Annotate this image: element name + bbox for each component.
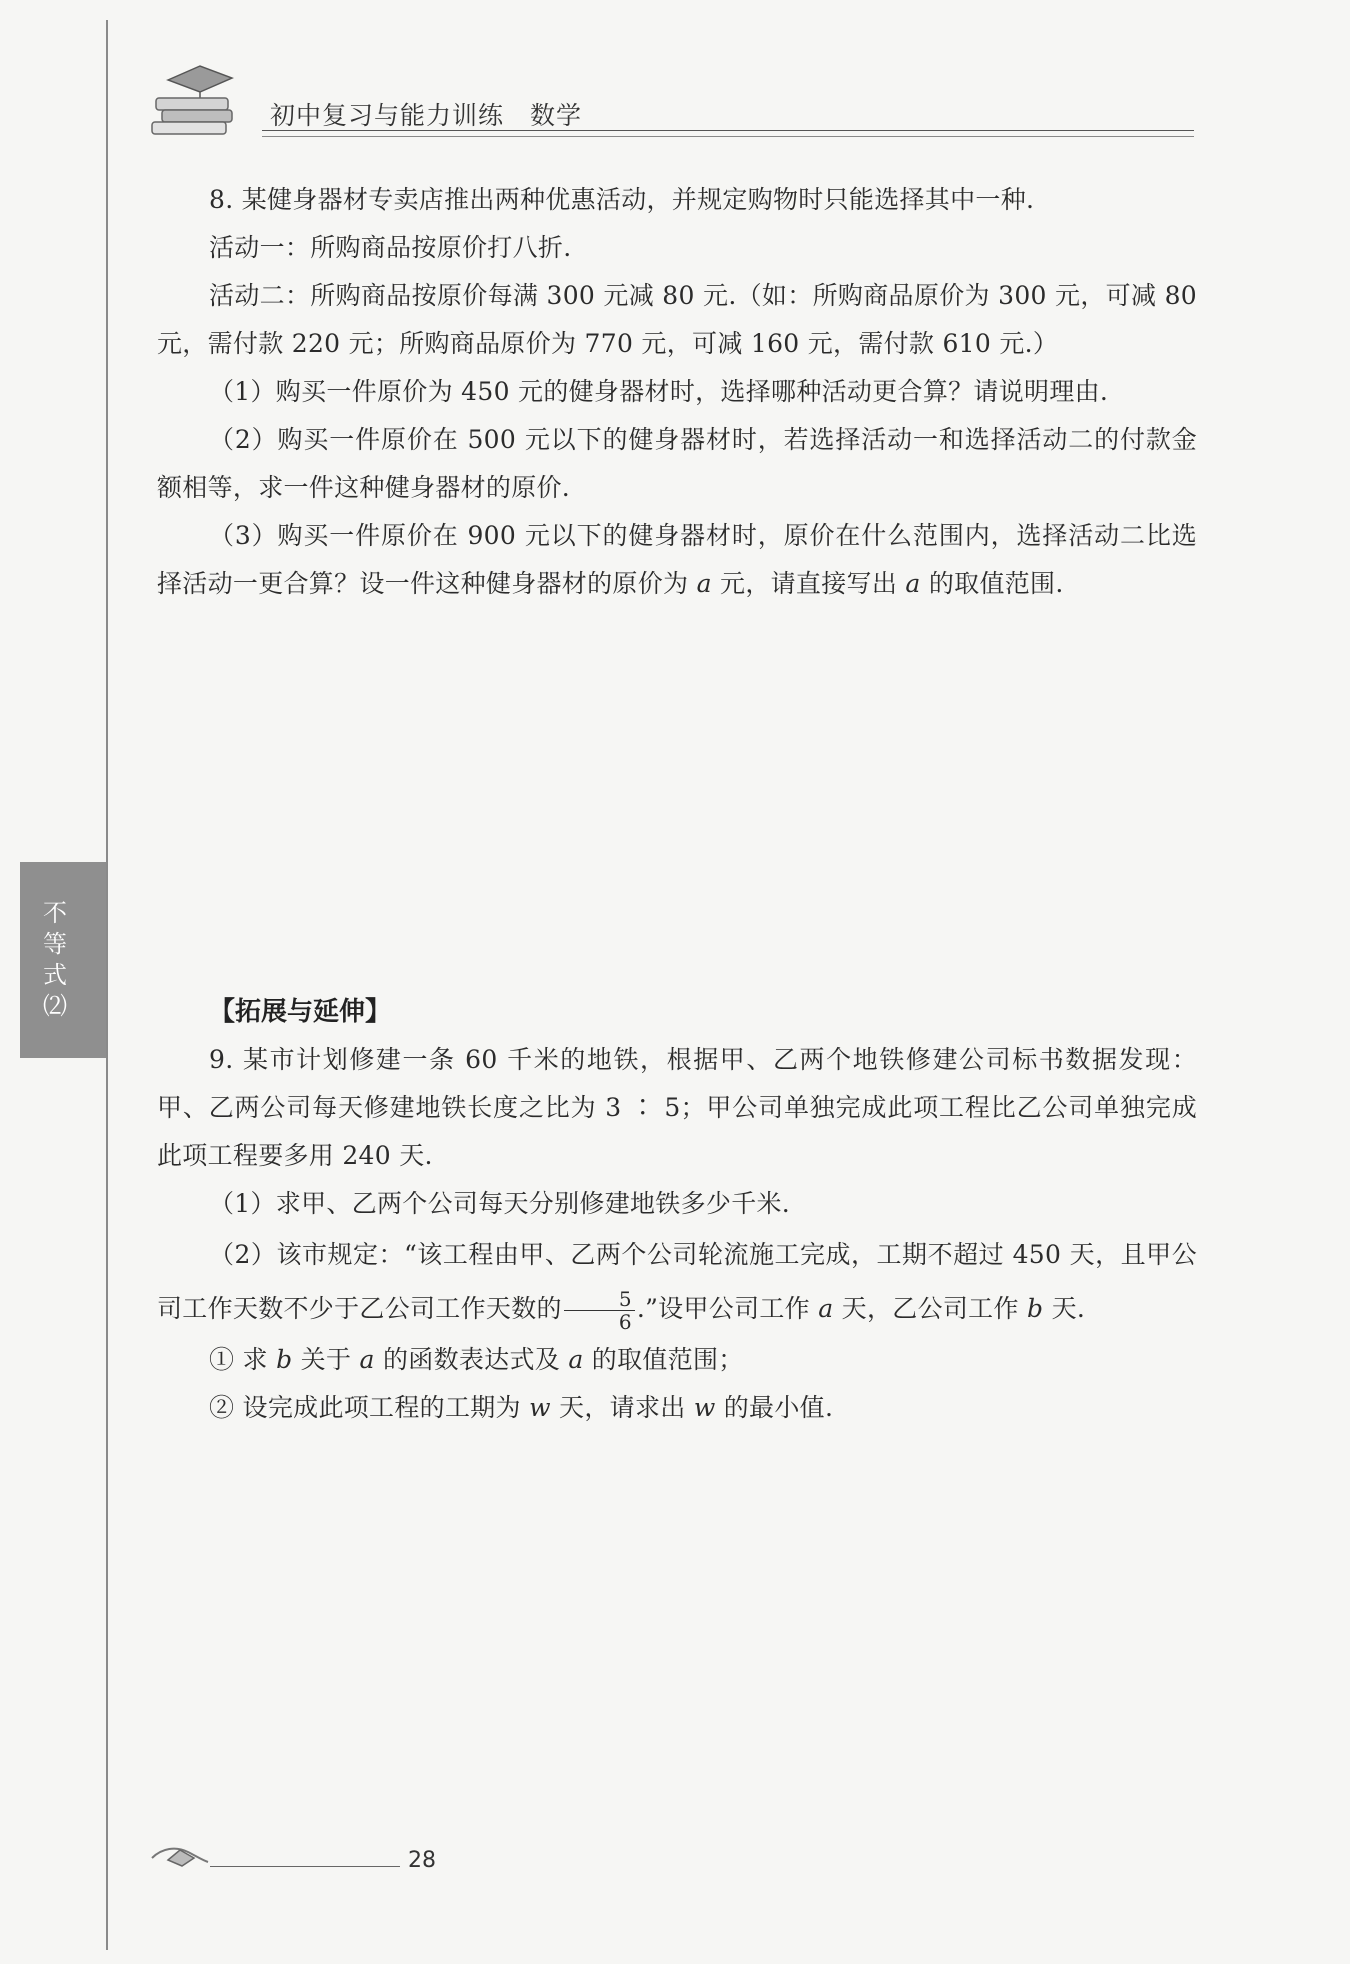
q9-sub-1-text: ① 求 [209, 1345, 277, 1374]
q9-stem: 9. 某市计划修建一条 60 千米的地铁，根据甲、乙两个地铁修建公司标书数据发现：甲、乙两公司每天修建地铁长度之比为 3 ∶ 5；甲公司单独完成此项工程比乙公司单独完成此项工程要多用 240 天. [157, 1045, 1197, 1170]
q8-activity-2: 活动二：所购商品按原价每满 300 元减 80 元.（如：所购商品原价为 300 元，可减 80 元，需付款 220 元；所购商品原价为 770 元，可减 160 元，需付款 610 元.） [157, 281, 1197, 358]
q9-part-2-text: 天，乙公司工作 [833, 1294, 1028, 1323]
side-tab-label [20, 898, 90, 1022]
variable-w: w [529, 1393, 551, 1422]
binding-margin-line [106, 20, 108, 1950]
q8-part-1: （1）购买一件原价为 450 元的健身器材时，选择哪种活动更合算？请说明理由. [209, 377, 1109, 406]
q8-activity-1: 活动一：所购商品按原价打八折. [209, 233, 572, 262]
q9-part-2-text: （2）该市规定：“该工程由甲、乙两个公司轮流施工完成，工期不超过 450 天，且甲公司工作天数不少于乙公司工作天数的 [157, 1240, 1197, 1323]
side-tab-char: 等 [43, 930, 67, 958]
variable-b: b [276, 1345, 293, 1374]
q8-part-2: （2）购买一件原价在 500 元以下的健身器材时，若选择活动一和选择活动二的付款金额相等，求一件这种健身器材的原价. [157, 425, 1197, 502]
q9-part-1: （1）求甲、乙两个公司每天分别修建地铁多少千米. [209, 1189, 791, 1218]
q8-stem: 8. 某健身器材专卖店推出两种优惠活动，并规定购物时只能选择其中一种. [209, 185, 1035, 214]
q9-sub-2-text: 的最小值. [715, 1393, 834, 1422]
q9-part-2-text: 天. [1043, 1294, 1086, 1323]
footer-rule [210, 1866, 400, 1867]
q8-part-3-text: 元，请直接写出 [711, 569, 906, 598]
extension-section [157, 988, 1197, 1432]
header-rule [262, 130, 1194, 137]
side-tab-char: ⑵ [43, 992, 67, 1020]
side-tab-char: 式 [43, 961, 67, 989]
q9-sub-2-text: 天，请求出 [550, 1393, 694, 1422]
variable-a: a [905, 569, 921, 598]
q9-sub-2-text: ② 设完成此项工程的工期为 [209, 1393, 530, 1422]
q8-part-3 [157, 512, 1197, 608]
variable-w: w [693, 1393, 716, 1422]
book-stack-icon [148, 58, 240, 138]
variable-b: b [1027, 1294, 1044, 1323]
variable-a: a [696, 569, 712, 598]
header-title: 初中复习与能力训练 数学 [270, 101, 583, 130]
fraction-numerator: 5 [564, 1288, 635, 1311]
q9-sub-1-text: 关于 [292, 1345, 360, 1374]
side-tab-char: 不 [43, 899, 67, 927]
q8-part-3-text: 的取值范围. [920, 569, 1064, 598]
footer-ornament-icon [150, 1840, 210, 1870]
q9-part-2-text: .”设甲公司工作 [636, 1294, 819, 1323]
variable-a: a [359, 1345, 375, 1374]
question-8 [157, 176, 1197, 608]
section-title: 【拓展与延伸】 [209, 997, 392, 1027]
variable-a: a [818, 1294, 834, 1323]
fraction [564, 1288, 635, 1333]
page-number: 28 [408, 1848, 436, 1873]
q8-part-3-text: （3）购买一件原价在 900 元以下的健身器材时，原价在什么范围内，选择活动二比选择活动一更合算？设一件这种健身器材的原价为 [157, 521, 1197, 598]
q9-sub-1-text: 的取值范围； [583, 1345, 744, 1374]
fraction-denominator: 6 [618, 1310, 632, 1334]
q9-sub-1-text: 的函数表达式及 [374, 1345, 569, 1374]
q9-sub-2 [157, 1384, 1197, 1432]
q9-part-2 [157, 1228, 1197, 1336]
q9-sub-1 [157, 1336, 1197, 1384]
variable-a: a [568, 1345, 584, 1374]
